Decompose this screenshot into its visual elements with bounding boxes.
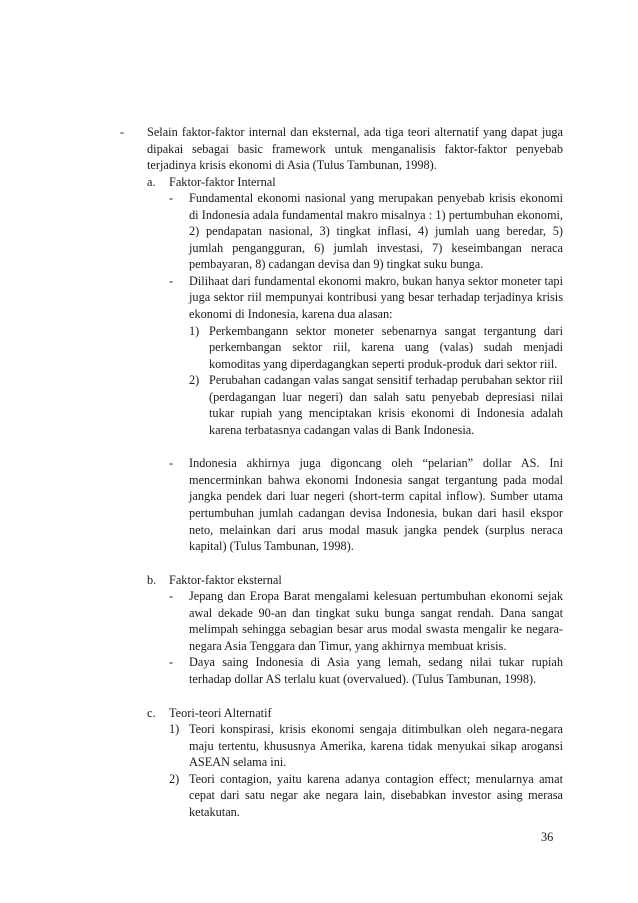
numbered-list — [169, 721, 563, 820]
section-title: Faktor-faktor eksternal — [169, 572, 282, 587]
number-marker: 1) — [169, 722, 180, 737]
dash-marker: - — [169, 273, 174, 288]
section-marker: a. — [147, 174, 156, 189]
item-text: Fundamental ekonomi nasional yang merupakan penyebab krisis ekonomi di Indonesia adala fundamental makro misalnya : 1) pertumbuhan ekonomi, 2) pendapatan nasional, 3) tingkat inflasi, 4) jumlah uang beredar, 5) jumlah pengangguran, 6) jumlah investasi, 7) keseimbangan neraca pembayaran, 8) cadangan devisa dan 9) tingkat suku bunga. — [189, 191, 563, 272]
section-heading — [147, 174, 563, 191]
item-text: Perkembangann sektor moneter sebenarnya sangat tergantung dari perkembangan sektor riil, karena uang (valas) sudah menjadi komoditas yang diperdagangkan seperti produk-produk dari sektor riil. — [209, 323, 563, 371]
section-marker: b. — [147, 572, 157, 587]
page-number: 36 — [541, 830, 554, 844]
dash-list — [169, 588, 563, 687]
item-text: Teori contagion, yaitu karena adanya contagion effect; menularnya amat cepat dari satu negar ake negara lain, disebabkan investor asing merasa ketakutan. — [189, 771, 563, 819]
dash-list — [169, 190, 563, 554]
bullet-marker: - — [120, 125, 125, 139]
section-title: Teori-teori Alternatif — [169, 705, 272, 720]
dash-marker: - — [169, 589, 174, 604]
section-external — [147, 572, 563, 688]
list-item — [169, 771, 563, 821]
number-marker: 2) — [189, 373, 200, 388]
section-marker: c. — [147, 705, 156, 720]
intro-paragraph — [120, 124, 563, 174]
number-marker: 1) — [189, 323, 200, 338]
section-heading — [147, 705, 563, 722]
list-item — [169, 588, 563, 654]
item-text: Jepang dan Eropa Barat mengalami kelesuan pertumbuhan ekonomi sejak awal dekade 90-an dan tingkat suku bunga sangat rendah. Dana sangat melimpah sehingga sebagian besar arus modal swasta mengalir ke negara-negara Asia Tenggara dan Timur, yang akhirnya membuat krisis. — [189, 589, 563, 653]
item-text: Perubahan cadangan valas sangat sensitif terhadap perubahan sektor riil (perdagangan luar negeri) dan salah satu penyebab depresiasi nilai tukar rupiah yang menciptakan krisis ekonomi di Indonesia adalah karena terbatasnya cadangan valas di Bank Indonesia. — [209, 373, 563, 437]
list-item — [189, 323, 563, 373]
dash-marker: - — [169, 191, 174, 206]
dash-marker: - — [169, 655, 174, 670]
list-item — [169, 455, 563, 554]
dash-marker: - — [169, 456, 174, 471]
item-text: Indonesia akhirnya juga digoncang oleh “pelarian” dollar AS. Ini mencerminkan bahwa ekonomi Indonesia sangat tergantung pada modal jangka pendek dari luar negeri (short-term capital inflow). Sumber utama pertumbuhan jumlah cadangan devisa Indonesia, bukan dari hasil ekspor neto, melainkan dari arus modal masuk jangka pendek (surplus neraca kapital) (Tulus Tambunan, 1998). — [189, 456, 563, 554]
list-item — [169, 190, 563, 273]
main-bullet — [120, 124, 563, 820]
number-marker: 2) — [169, 771, 180, 786]
list-item — [169, 273, 563, 438]
section-title: Faktor-faktor Internal — [169, 174, 276, 189]
item-text: Dilihaat dari fundamental ekonomi makro, bukan hanya sektor moneter tapi juga sektor riil mempunyai kontribusi yang besar terhadap terjadinya krisis ekonomi di Indonesia, karena dua alasan: — [189, 273, 563, 322]
item-text: Teori konspirasi, krisis ekonomi sengaja ditimbulkan oleh negara-negara maju tertentu, khususnya Amerika, karena tidak menyukai sikap arogansi ASEAN selama ini. — [189, 722, 563, 770]
item-text: Daya saing Indonesia di Asia yang lemah, sedang nilai tukar rupiah terhadap dollar AS terlalu kuat (overvalued). (Tulus Tambunan, 1998). — [189, 655, 563, 686]
section-internal — [147, 174, 563, 555]
intro-text: Selain faktor-faktor internal dan eksternal, ada tiga teori alternatif yang dapat juga dipakai sebagai basic framework untuk menganalisis faktor-faktor penyebab terjadinya krisis ekonomi di Asia (Tulus Tambunan, 1998). — [147, 125, 563, 173]
list-item — [169, 721, 563, 771]
section-heading — [147, 572, 563, 589]
list-item — [169, 654, 563, 687]
section-alternative — [147, 705, 563, 821]
numbered-list — [189, 323, 563, 439]
list-item — [189, 372, 563, 438]
